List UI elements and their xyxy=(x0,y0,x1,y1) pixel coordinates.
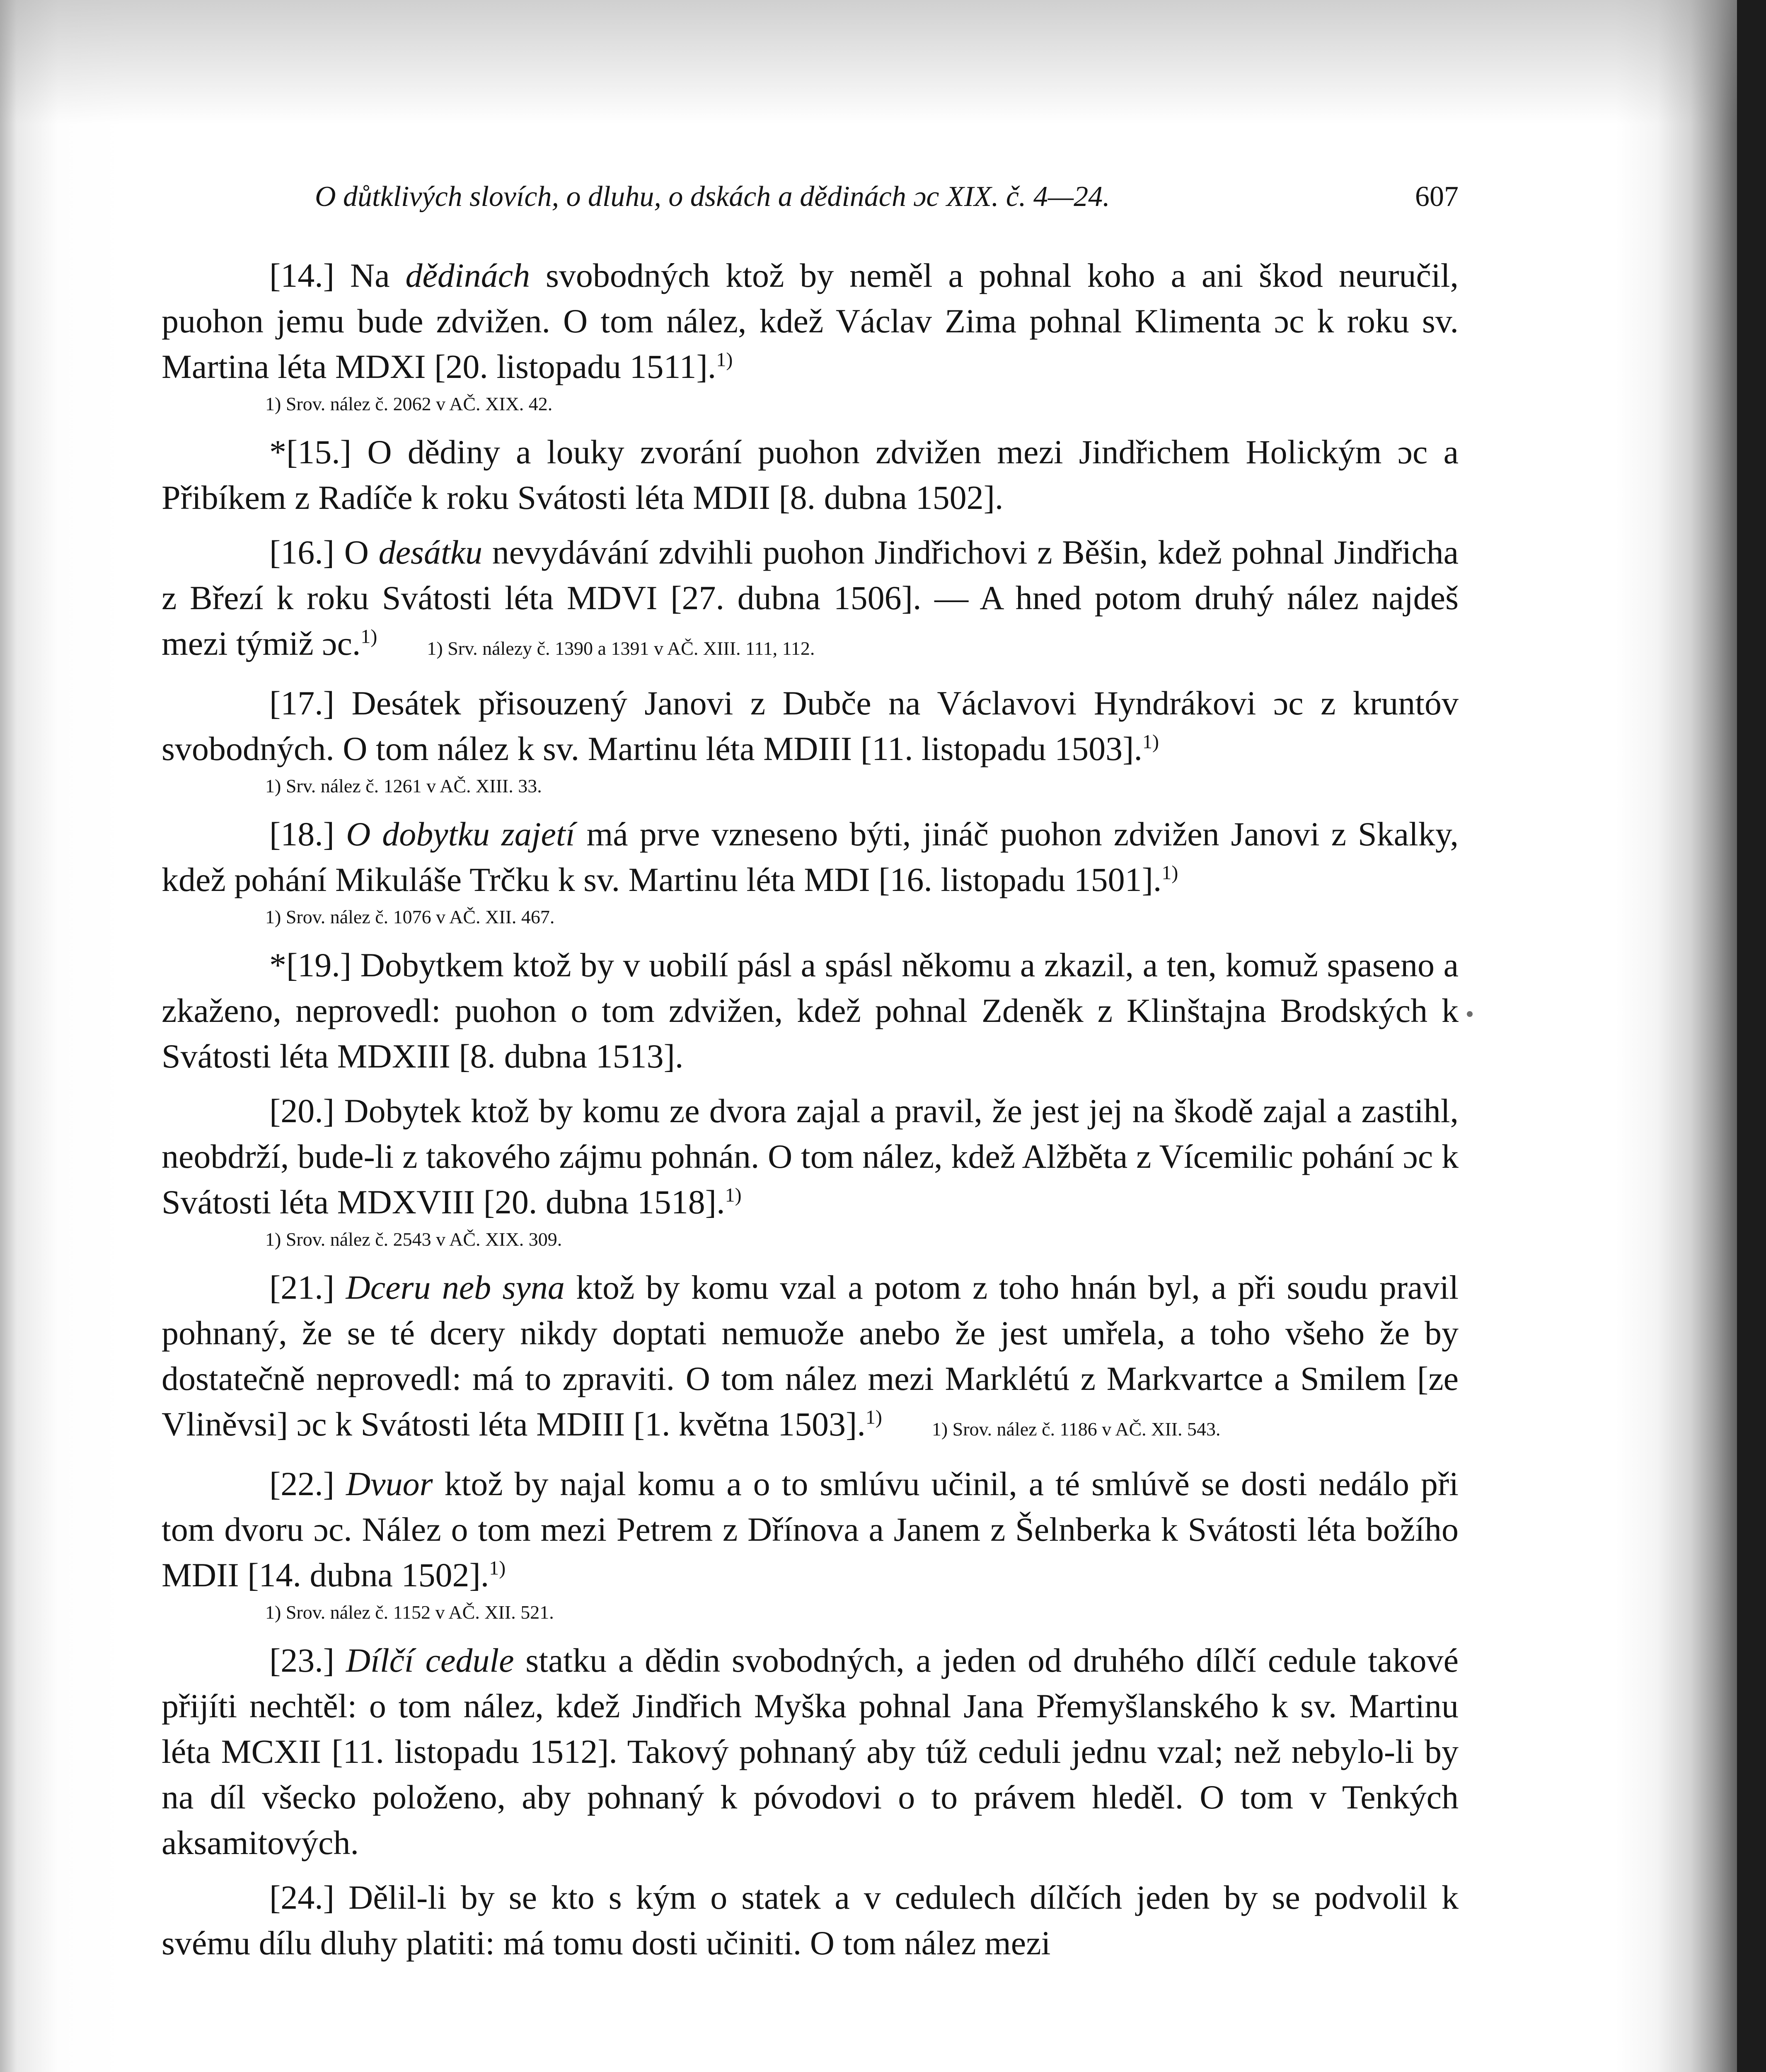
footnote-mark: 1) xyxy=(360,625,377,648)
footnote-20: 1) Srov. nález č. 2543 v AČ. XIX. 309. xyxy=(265,1229,562,1250)
footnote-mark: 1) xyxy=(489,1557,506,1579)
paragraph-19: *[19.] Dobytkem ktož by v uobilí pásl a spásl někomu a zkazil, a ten, komuž spaseno a zkaženo, neprovedl: puohon o tom zdvižen, kdež pohnal Zdeněk z Klinštajna Brodských k Svátosti léta MDXIII [8. dubna 1513]. xyxy=(162,946,1459,1075)
keyword: desátku xyxy=(378,533,483,571)
paragraph-14: [14.] Na dědinách svobodných ktož by neměl a pohnal koho a ani škod neuručil, puohon jemu bude zdvižen. O tom nález, kdež Václav Zima pohnal Klimenta ɔc k roku sv. Martina léta MDXI [20. listopadu 1511].$^{1)}$ xyxy=(162,257,1459,385)
keyword: Dvuor xyxy=(346,1465,433,1503)
paragraph-18: [18.] O dobytku zajetí má prve vzneseno býti, jináč puohon zdvižen Janovi z Skalky, kdež pohání Mikuláše Trčku k sv. Martinu léta MDI [16. listopadu 1501].$^{1)}$ xyxy=(162,815,1459,898)
paragraph-16: [16.] O desátku nevydávání zdvihli puohon Jindřichovi z Běšin, kdež pohnal Jindřicha z Březí k roku Svátosti léta MDVI [27. dubna 1506]. — A hned potom druhý nález najdeš mezi týmiž ɔc.$^{1)}$1) Srv. nálezy č. 1390 a 1391 v AČ. XIII. 111, 112. xyxy=(162,533,1459,662)
paragraph-24: [24.] Dělil-li by se kto s kým o statek a v cedulech dílčích jeden by se podvolil k svému dílu dluhy platiti: má tomu dosti učiniti. O tom nález mezi xyxy=(162,1878,1459,1962)
keyword: dědinách xyxy=(405,257,530,294)
scan-edge-shadow xyxy=(1737,0,1766,2072)
footnote-21: 1) Srov. nález č. 1186 v AČ. XII. 543. xyxy=(931,1418,1221,1440)
paragraph-15: *[15.] O dědiny a louky zvorání puohon zdvižen mezi Jindřichem Holickým ɔc a Přibíkem z Radíče k roku Svátosti léta MDII [8. dubna 1502]. xyxy=(162,433,1459,516)
footnote-mark: 1) xyxy=(725,1184,742,1206)
footnote-16: 1) Srv. nálezy č. 1390 a 1391 v AČ. XIII. 111, 112. xyxy=(427,638,815,659)
keyword: Dceru neb syna xyxy=(346,1268,565,1306)
footnote-mark: 1) xyxy=(865,1406,882,1428)
page-number: 607 xyxy=(1415,181,1459,213)
paragraph-22: [22.] Dvuor ktož by najal komu a o to smlúvu učinil, a té smlúvě se dosti nedálo při tom dvoru ɔc. Nález o tom mezi Petrem z Dřínova a Janem z Šelnberka k Svátosti léta božího MDII [14. dubna 1502].$^{1)}$ xyxy=(162,1465,1459,1594)
paragraph-21: [21.] Dceru neb syna ktož by komu vzal a potom z toho hnán byl, a při soudu pravil pohnaný, že se té dcery nikdy doptati nemuože anebo že jest umřela, a toho všeho že by dostatečně neprovedl: má to zpraviti. O tom nález mezi Marklétú z Markvartce a Smilem [ze Vliněvsi] ɔc k Svátosti léta MDIII [1. května 1503].$^{1)}$1) Srov. nález č. 1186 v AČ. XII. 543. xyxy=(162,1268,1459,1443)
paragraph-17: [17.] Desátek přisouzený Janovi z Dubče na Václavovi Hyndrákovi ɔc z kruntóv svobodných. O tom nález k sv. Martinu léta MDIII [11. listopadu 1503].$^{1)}$ xyxy=(162,684,1459,767)
keyword: O dobytku zajetí xyxy=(346,815,575,853)
footnote-mark: 1) xyxy=(1161,862,1178,884)
footnote-14: 1) Srov. nález č. 2062 v AČ. XIX. 42. xyxy=(265,393,553,414)
keyword: Dílčí cedule xyxy=(346,1641,514,1679)
page-body xyxy=(162,253,1459,1966)
footnote-mark: 1) xyxy=(1142,731,1159,753)
ink-dot xyxy=(1467,1011,1473,1017)
footnote-18: 1) Srov. nález č. 1076 v AČ. XII. 467. xyxy=(265,906,555,927)
paragraph-23: [23.] Dílčí cedule statku a dědin svobodných, a jeden od druhého dílčí cedule takové přijíti nechtěl: o tom nález, kdež Jindřich Myška pohnal Jana Přemyšlanského k sv. Martinu léta MCXII [11. listopadu 1512]. Takový pohnaný aby túž ceduli jednu vzal; než nebylo-li by na díl všecko položeno, aby pohnaný k póvodovi o to právem hleděl. O tom v Tenkých aksamitových. xyxy=(162,1641,1459,1861)
footnote-mark: 1) xyxy=(716,349,733,371)
footnote-22: 1) Srov. nález č. 1152 v AČ. XII. 521. xyxy=(265,1602,554,1623)
running-title: O důtklivých slovích, o dluhu, o dskách a dědinách ɔc XIX. č. 4—24. xyxy=(315,181,1110,213)
footnote-17: 1) Srv. nález č. 1261 v AČ. XIII. 33. xyxy=(265,775,542,796)
paragraph-20: [20.] Dobytek ktož by komu ze dvora zajal a pravil, že jest jej na škodě zajal a zastihl, neobdrží, bude-li z takového zájmu pohnán. O tom nález, kdež Alžběta z Vícemilic pohání ɔc k Svátosti léta MDXVIII [20. dubna 1518].$^{1)}$ xyxy=(162,1092,1459,1221)
